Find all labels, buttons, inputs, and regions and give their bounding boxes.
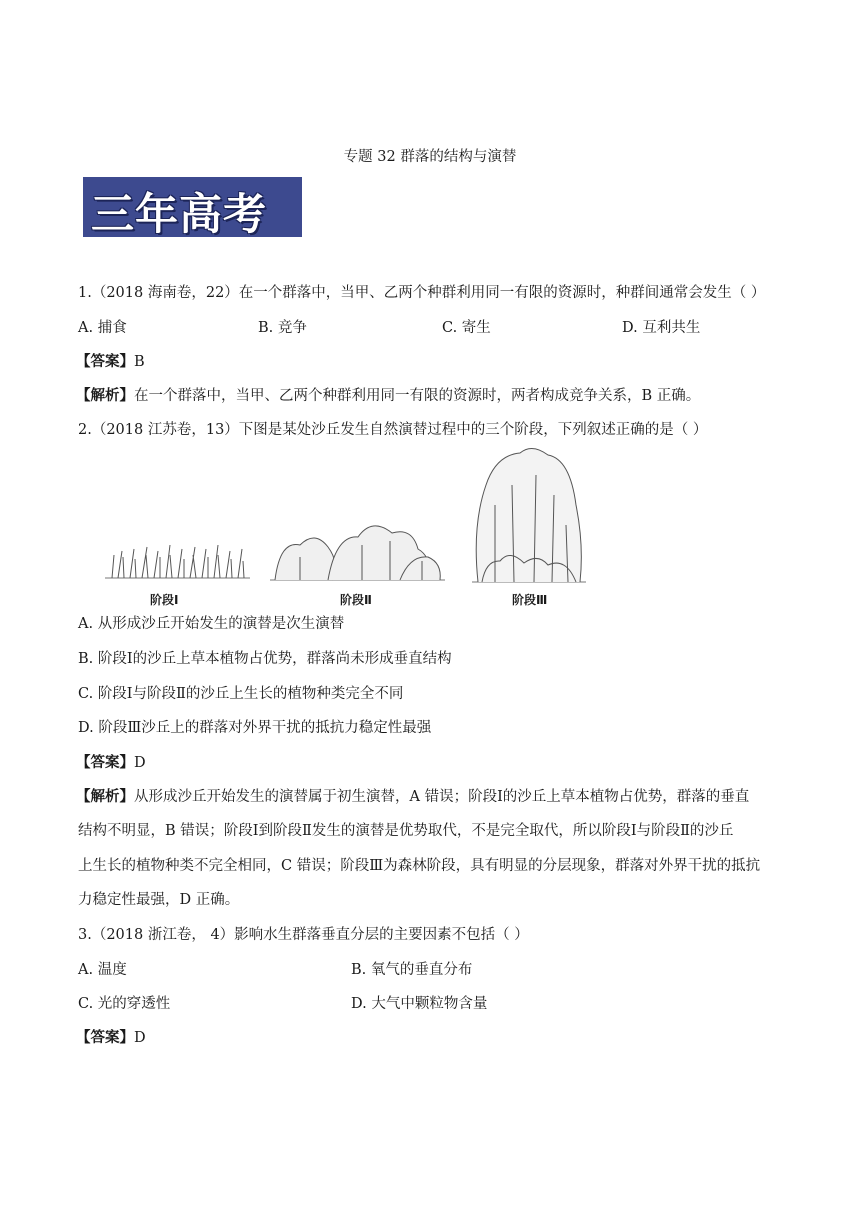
q1-option-c: C. 寄生 [442, 320, 491, 336]
succession-figure [100, 445, 590, 615]
q2-option-b: B. 阶段Ⅰ的沙丘上草本植物占优势，群落尚未形成垂直结构 [78, 651, 452, 667]
q3-stem: 3.（2018 浙江卷， 4）影响水生群落垂直分层的主要因素不包括（ ） [78, 927, 529, 943]
analysis-text: 从形成沙丘开始发生的演替属于初生演替，A 错误；阶段Ⅰ的沙丘上草本植物占优势，群落的垂直 [134, 789, 750, 805]
stage-1-label: 阶段Ⅰ [150, 593, 179, 607]
stage-3-forest [472, 448, 586, 582]
answer-tag: 【答案】 [76, 754, 134, 771]
q2-analysis-line-3: 上生长的植物种类不完全相同，C 错误；阶段Ⅲ为森林阶段，具有明显的分层现象，群落对外界干扰的抵抗 [78, 858, 761, 874]
q2-answer [76, 753, 146, 773]
stage-2-label: 阶段Ⅱ [340, 593, 372, 607]
q1-option-a: A. 捕食 [78, 320, 127, 336]
q1-stem: 1.（2018 海南卷，22）在一个群落中，当甲、乙两个种群利用同一有限的资源时，种群间通常会发生（ ） [78, 285, 766, 301]
q2-option-a: A. 从形成沙丘开始发生的演替是次生演替 [78, 616, 345, 632]
q1-option-d: D. 互利共生 [622, 320, 701, 336]
answer-value: D [134, 1030, 146, 1046]
q3-option-a: A. 温度 [78, 962, 127, 978]
answer-value: B [134, 354, 145, 370]
answer-tag: 【答案】 [76, 1029, 134, 1046]
analysis-tag: 【解析】 [76, 788, 134, 805]
q3-option-b: B. 氧气的垂直分布 [351, 962, 473, 978]
q2-option-c: C. 阶段Ⅰ与阶段Ⅱ的沙丘上生长的植物种类完全不同 [78, 686, 404, 702]
q3-option-d: D. 大气中颗粒物含量 [351, 996, 488, 1012]
analysis-tag: 【解析】 [76, 387, 134, 404]
banner-text: 三年高考 [91, 190, 267, 240]
stage-2-shrubs [270, 526, 445, 580]
succession-illustration [100, 445, 590, 615]
q1-answer [76, 352, 145, 372]
q3-option-c: C. 光的穿透性 [78, 996, 171, 1012]
q1-option-b: B. 竞争 [258, 320, 307, 336]
q2-analysis-line-4: 力稳定性最强，D 正确。 [78, 892, 240, 908]
answer-tag: 【答案】 [76, 353, 134, 370]
analysis-text: 在一个群落中，当甲、乙两个种群利用同一有限的资源时，两者构成竞争关系，B 正确。 [134, 388, 701, 404]
q2-analysis-line-1 [76, 787, 749, 807]
q2-analysis-line-2: 结构不明显，B 错误；阶段Ⅰ到阶段Ⅱ发生的演替是优势取代，不是完全取代，所以阶段Ⅰ与阶段Ⅱ的沙丘 [78, 823, 734, 839]
q1-analysis [76, 386, 700, 406]
stage-1-grass [105, 545, 250, 578]
q2-option-d: D. 阶段Ⅲ沙丘上的群落对外界干扰的抵抗力稳定性最强 [78, 720, 432, 736]
page-title: 专题 32 群落的结构与演替 [343, 149, 517, 165]
q3-answer [76, 1028, 146, 1048]
stage-3-label: 阶段Ⅲ [512, 593, 548, 607]
q2-stem: 2.（2018 江苏卷，13）下图是某处沙丘发生自然演替过程中的三个阶段，下列叙述正确的是（ ） [78, 422, 708, 438]
answer-value: D [134, 755, 146, 771]
section-banner [83, 177, 302, 240]
